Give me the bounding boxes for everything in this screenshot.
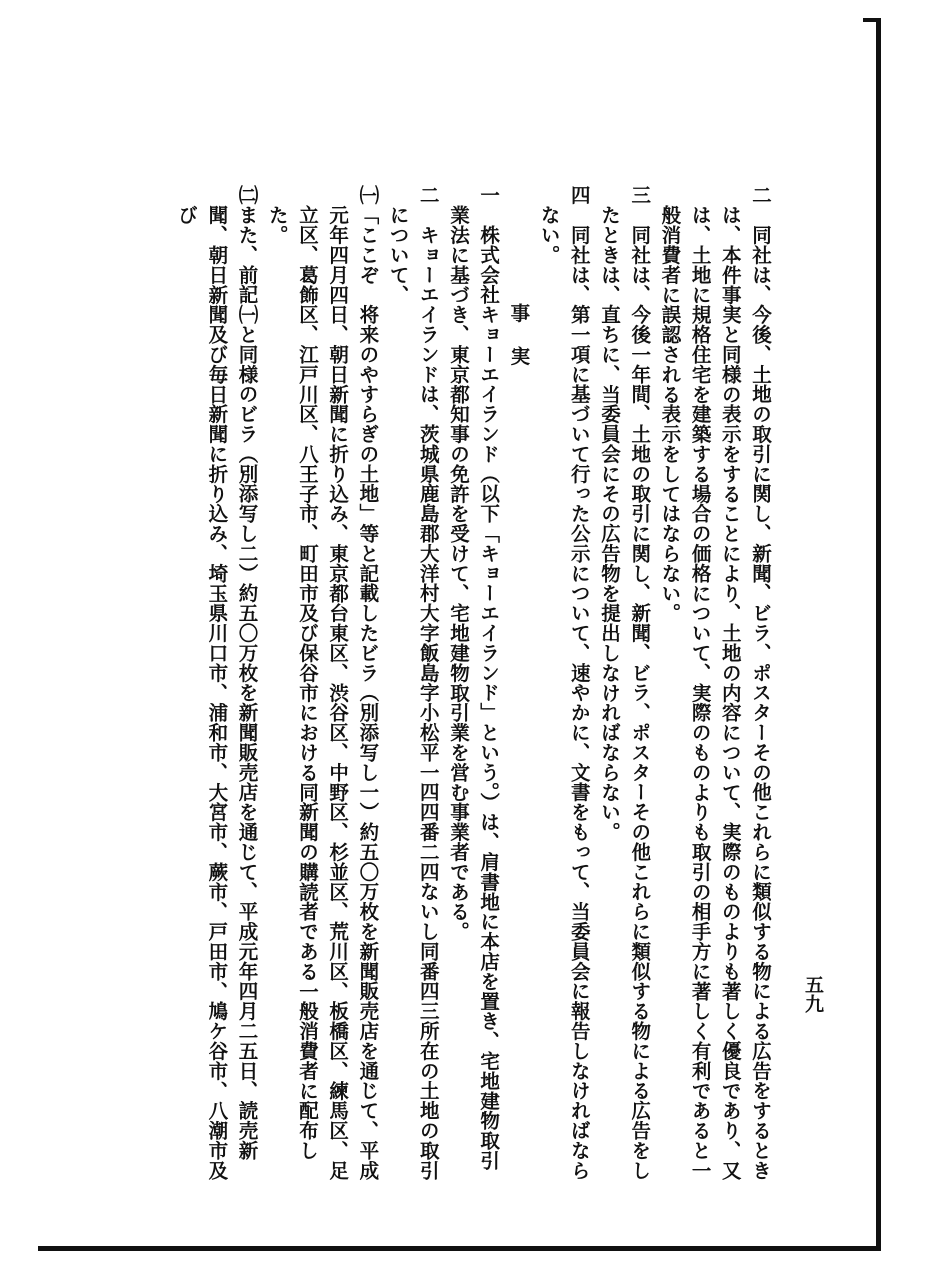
- order-item-4: 四 同社は、第一項に基づいて行った公示について、速やかに、文書をもって、当委員会に報告しなければならない。: [537, 185, 591, 1180]
- fact-item-1: 一 株式会社キョーエイランド（以下「キョーエイランド」という。）は、肩書地に本店を置き、宅地建物取引業法に基づき、東京都知事の免許を受けて、宅地建物取引業を営む事業者である。: [446, 185, 501, 1171]
- section-heading-facts: 事実: [507, 303, 531, 389]
- fact-subitem-1: ㈠「ここぞ 将来のやすらぎの土地」等と記載したビラ（別添写し一）約五〇万枚を新聞販売店を通じて、平成元年四月四日、朝日新聞に折り込み、東京都台東区、渋谷区、中野区、杉並区、荒川区、板橋区、練馬区、足立区、葛飾区、江戸川区、八王子市、町田市及び保谷市における同新聞の購読者である一般消費者に配布した。: [265, 185, 380, 1180]
- order-item-3: 三 同社は、今後一年間、土地の取引に関し、新聞、ビラ、ポスターその他これらに類似する物による広告をしたときは、直ちに、当委員会にその広告物を提出しなければならない。: [597, 185, 652, 1180]
- bottom-border-rule: [38, 1246, 881, 1251]
- vertical-text-body: [135, 185, 775, 1185]
- page-number: 五九: [802, 975, 824, 1013]
- fact-item-2: 二 キョーエイランドは、茨城県鹿島郡大洋村大字飯島字小松平一四四番二四ないし同番四三所在の土地の取引について、: [386, 185, 440, 1180]
- right-border-rule: [876, 18, 881, 1250]
- order-item-2: 二 同社は、今後、土地の取引に関し、新聞、ビラ、ポスターその他これらに類似する物による広告をするときは、本件事実と同様の表示をすることにより、土地の内容について、実際のものよりも著しく優良であり、又は、土地に規格住宅を建築する場合の価格について、実際のものよりも取引の相手方に著しく有利であると一般消費者に誤認される表示をしてはならない。: [658, 185, 772, 1180]
- fact-subitem-2: ㈡また、前記㈠と同様のビラ（別添写し二）約五〇万枚を新聞販売店を通じて、平成元年四月二五日、読売新聞、朝日新聞及び毎日新聞に折り込み、埼玉県川口市、浦和市、大宮市、蕨市、戸田市、鳩ケ谷市、八潮市及び: [175, 185, 259, 1180]
- right-border-tick: [863, 18, 881, 22]
